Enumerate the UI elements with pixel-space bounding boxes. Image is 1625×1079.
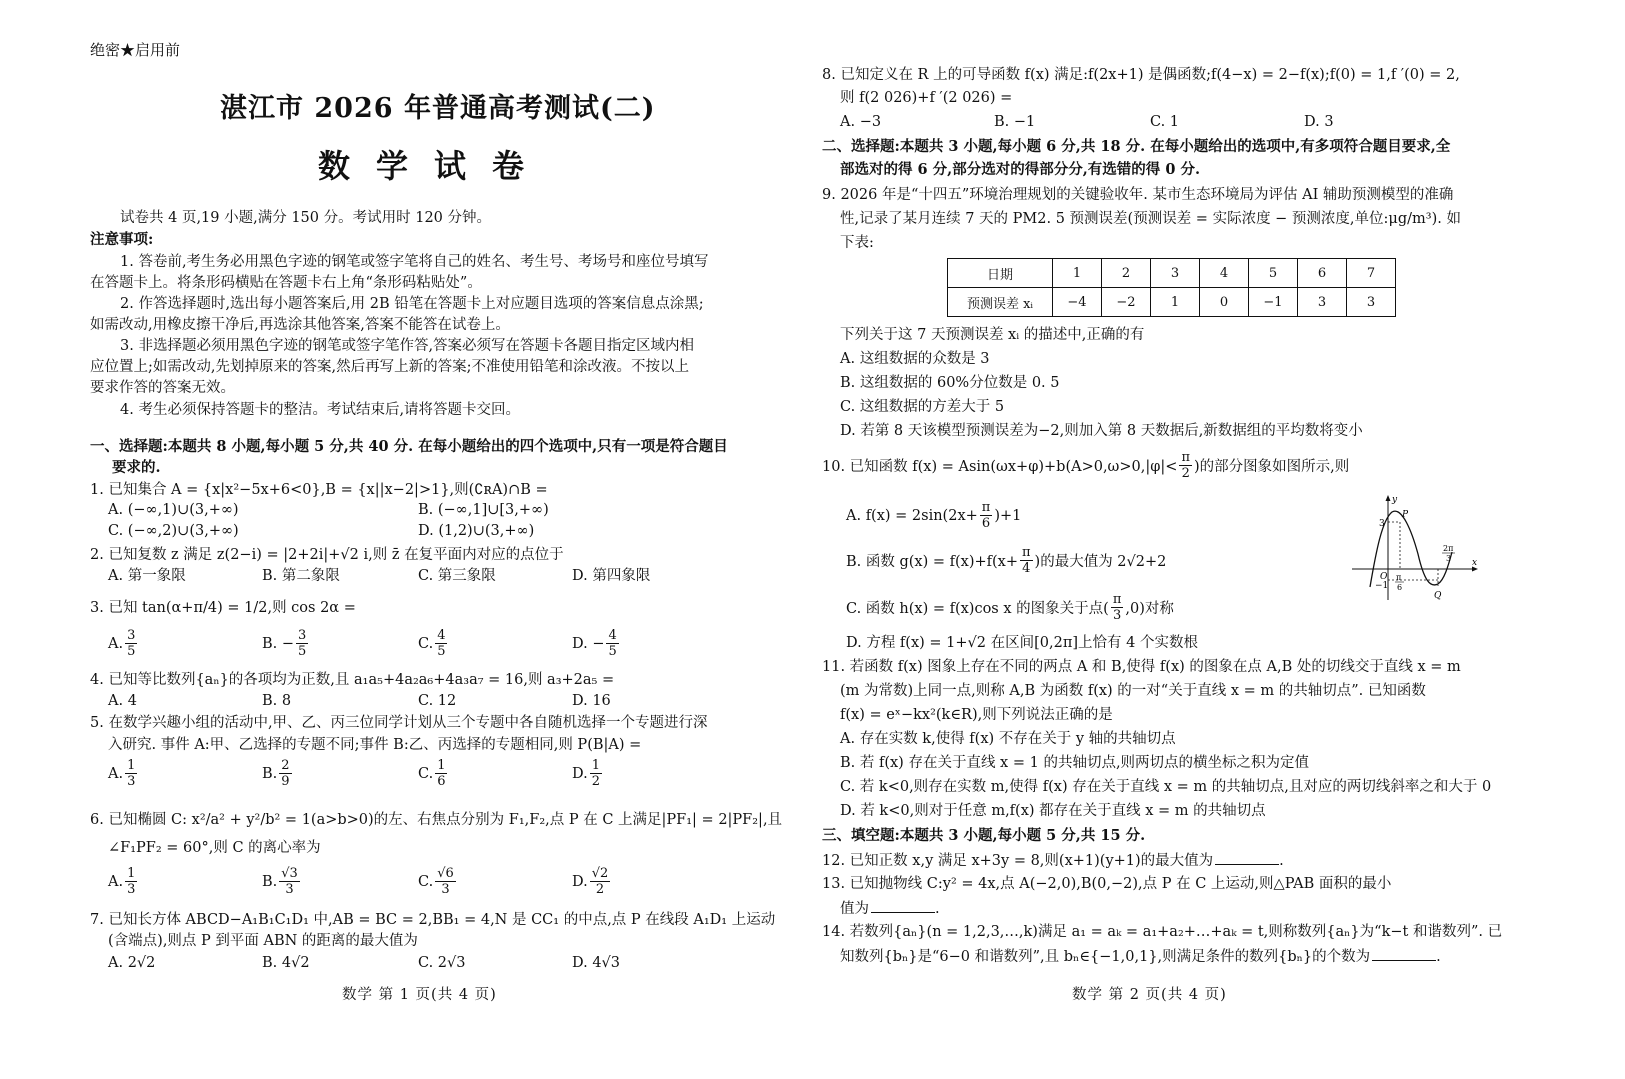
answer-blank[interactable]	[1215, 850, 1279, 865]
q10-stem: 10. 已知函数 f(x) = Asin(ωx+φ)+b(A>0,ω>0,|φ|< $\frac{\pi}{2}$ )的部分图象如图所示,则	[822, 450, 1350, 481]
q6-option-b: B. $\frac{√3}{3}$	[262, 866, 298, 897]
notice-line: 3. 非选择题必须用黑色字迹的钢笔或签字笔作答,答案必须写在答题卡各题目指定区域内相	[120, 338, 695, 354]
table-cell: 2	[1102, 259, 1151, 288]
section2-heading: 二、选择题:本题共 3 小题,每小题 6 分,共 18 分. 在每小题给出的选项中,有多项符合题目要求,全	[822, 138, 1451, 155]
q11-option-c: C. 若 k<0,则存在实数 m,使得 f(x) 存在关于直线 x = m 的共轴切点,且对应的两切线斜率之和大于 0	[840, 779, 1492, 795]
q7-option-d: D. 4√3	[572, 955, 621, 971]
section3-heading: 三、填空题:本题共 3 小题,每小题 5 分,共 15 分.	[822, 827, 1146, 844]
q5-option-c: C. $\frac{1}{6}$	[418, 758, 446, 789]
q3-stem: 3. 已知 tan(α+π/4) = 1/2,则 cos 2α =	[90, 600, 356, 616]
q10-option-a: A. f(x) = 2sin(2x+ $\frac{\pi}{6}$ )+1	[846, 500, 1022, 531]
table-cell: 4	[1200, 259, 1249, 288]
y-tick-label: 3	[1379, 519, 1385, 529]
q13-stem: 13. 已知抛物线 C:y² = 4x,点 A(−2,0),B(0,−2),点 P 在 C 上运动,则△PAB 面积的最小	[822, 876, 1392, 892]
exam-subtitle: 数学试卷	[318, 147, 551, 185]
q6-option-d: D. $\frac{√2}{2}$	[572, 866, 609, 897]
q3-option-d: D. − $\frac{4}{5}$	[572, 628, 617, 659]
table-row	[948, 259, 1396, 288]
notice-line: 在答题卡上。将条形码横贴在答题卡右上角“条形码粘贴处”。	[90, 275, 482, 291]
q9-option-a: A. 这组数据的众数是 3	[840, 351, 990, 367]
q9-stem-cont: 性,记录了某月连续 7 天的 PM2. 5 预测误差(预测误差 = 实际浓度 − 预测浓度,单位:μg/m³). 如	[840, 211, 1461, 227]
q2-option-b: B. 第二象限	[262, 568, 340, 584]
q5-stem: 5. 在数学兴趣小组的活动中,甲、乙、丙三位同学计划从三个专题中各自随机选择一个专题进行深	[90, 715, 708, 731]
right-page	[812, 0, 1625, 1079]
q11-option-a: A. 存在实数 k,使得 f(x) 不存在关于 y 轴的共轴切点	[840, 731, 1176, 747]
table-header-cell: 日期	[948, 259, 1053, 288]
q1-stem: 1. 已知集合 A = {x|x²−5x+6<0},B = {x||x−2|>1},则(∁ʀA)∩B =	[90, 482, 548, 498]
table-cell: −4	[1053, 288, 1102, 317]
notice-line: 应位置上;如需改动,先划掉原来的答案,然后再写上新的答案;不准使用铅笔和涂改液。不按以上	[90, 359, 689, 375]
table-cell: −2	[1102, 288, 1151, 317]
q1-option-a: A. (−∞,1)∪(3,+∞)	[108, 502, 239, 518]
y-tick-label: −1	[1375, 581, 1389, 591]
q1-option-b: B. (−∞,1]∪[3,+∞)	[418, 502, 549, 518]
q7-option-a: A. 2√2	[108, 955, 156, 971]
q1-option-d: D. (1,2)∪(3,+∞)	[418, 523, 535, 539]
exam-title: 湛江市 2026 年普通高考测试(二)	[220, 93, 656, 124]
table-cell: 1	[1151, 288, 1200, 317]
q9-stem: 9. 2026 年是“十四五”环境治理规划的关键验收年. 某市生态环境局为评估 AI 辅助预测模型的准确	[822, 187, 1454, 203]
table-header-cell: 预测误差 xᵢ	[948, 288, 1053, 317]
notice-line: 2. 作答选择题时,选出每小题答案后,用 2B 铅笔在答题卡上对应题目选项的答案信息点涂黑;	[120, 296, 704, 312]
q9-option-d: D. 若第 8 天该模型预测误差为−2,则加入第 8 天数据后,新数据组的平均数将变小	[840, 423, 1363, 439]
q7-option-b: B. 4√2	[262, 955, 310, 971]
point-p-label: P	[1402, 510, 1409, 520]
q10-option-b: B. 函数 g(x) = f(x)+f(x+ $\frac{\pi}{4}$ )的最大值为 2√2+2	[846, 545, 1167, 576]
notice-line: 如需改动,用橡皮擦干净后,再选涂其他答案,答案不能答在试卷上。	[90, 317, 510, 333]
q12-stem: 12. 已知正数 x,y 满足 x+3y = 8,则(x+1)(y+1)的最大值为 .	[822, 850, 1284, 871]
q2-option-c: C. 第三象限	[418, 568, 496, 584]
q5-option-a: A. $\frac{1}{3}$	[108, 758, 136, 789]
q9-error-table	[947, 258, 1396, 317]
q6-stem: 6. 已知椭圆 C: x²/a² + y²/b² = 1(a>b>0)的左、右焦点分别为 F₁,F₂,点 P 在 C 上满足|PF₁| = 2|PF₂|,且	[90, 812, 783, 828]
q4-option-b: B. 8	[262, 693, 292, 709]
answer-blank[interactable]	[871, 898, 935, 913]
q4-stem: 4. 已知等比数列{aₙ}的各项均为正数,且 a₁a₅+4a₂a₆+4a₃a₇ = 16,则 a₃+2a₅ =	[90, 672, 615, 688]
q5-option-b: B. $\frac{2}{9}$	[262, 758, 290, 789]
y-axis-label: y	[1392, 495, 1398, 505]
table-cell: 0	[1200, 288, 1249, 317]
table-cell: 3	[1347, 288, 1396, 317]
q11-stem-cont2: f(x) = eˣ−kx²(k∈R),则下列说法正确的是	[840, 707, 1113, 723]
q11-option-b: B. 若 f(x) 存在关于直线 x = 1 的共轴切点,则两切点的横坐标之积为定值	[840, 755, 1310, 771]
x-tick-denominator: 3	[1446, 554, 1452, 563]
table-cell: 3	[1298, 288, 1347, 317]
page-footer: 数学 第 2 页(共 4 页)	[1072, 987, 1227, 1003]
q3-option-c: C. $\frac{4}{5}$	[418, 628, 446, 659]
notice-line: 1. 答卷前,考生务必用黑色字迹的钢笔或签字笔将自己的姓名、考生号、考场号和座位号填写	[120, 254, 709, 270]
q14-stem-cont: 知数列{bₙ}是“6−0 和谐数列”,且 bₙ∈{−1,0,1},则满足条件的数列{bₙ}的个数为 .	[840, 946, 1441, 967]
q8-stem: 8. 已知定义在 R 上的可导函数 f(x) 满足:f(2x+1) 是偶函数;f(4−x) = 2−f(x);f(0) = 1,f ′(0) = 2,	[822, 67, 1460, 83]
point-q-label: Q	[1434, 591, 1442, 601]
notice-title: 注意事项:	[90, 231, 154, 248]
table-cell: 5	[1249, 259, 1298, 288]
q11-stem-cont: (m 为常数)上同一点,则称 A,B 为函数 f(x) 的一对“关于直线 x = m 的共轴切点”. 已知函数	[840, 683, 1426, 699]
q10-option-c: C. 函数 h(x) = f(x)cos x 的图象关于点( $\frac{\pi}{3}$ ,0)对称	[846, 592, 1174, 623]
left-page	[0, 0, 812, 1079]
q2-option-d: D. 第四象限	[572, 568, 651, 584]
q2-stem: 2. 已知复数 z 满足 z(2−i) = |2+2i|+√2 i,则 z̄ 在复平面内对应的点位于	[90, 547, 564, 563]
q8-option-b: B. −1	[994, 114, 1036, 130]
x-tick-numerator: π	[1396, 573, 1402, 582]
table-row	[948, 288, 1396, 317]
notice-line: 4. 考生必须保持答题卡的整洁。考试结束后,请将答题卡交回。	[120, 402, 521, 418]
table-cell: 3	[1151, 259, 1200, 288]
q13-stem-cont: 值为 .	[840, 898, 940, 919]
q14-stem: 14. 若数列{aₙ}(n = 1,2,3,…,k)满足 a₁ = aₖ = a₁+a₂+…+aₖ = t,则称数列{aₙ}为“k−t 和谐数列”. 已	[822, 924, 1503, 940]
q1-option-c: C. (−∞,2)∪(3,+∞)	[108, 523, 239, 539]
origin-label: O	[1380, 572, 1388, 582]
q7-stem-cont: (含端点),则点 P 到平面 ABN 的距离的最大值为	[108, 933, 418, 949]
confidential-header: 绝密★启用前	[90, 41, 181, 59]
q9-stem-cont2: 下表:	[840, 235, 874, 251]
q3-option-b: B. − $\frac{3}{5}$	[262, 628, 307, 659]
q5-stem-cont: 入研究. 事件 A:甲、乙选择的专题不同;事件 B:乙、丙选择的专题相同,则 P(B|A) =	[108, 737, 642, 753]
answer-blank[interactable]	[1372, 946, 1436, 961]
q6-option-c: C. $\frac{√6}{3}$	[418, 866, 454, 897]
q2-option-a: A. 第一象限	[108, 568, 186, 584]
q10-function-graph	[1352, 492, 1482, 602]
page-footer: 数学 第 1 页(共 4 页)	[342, 987, 497, 1003]
y-axis-arrow	[1386, 495, 1391, 501]
q4-option-c: C. 12	[418, 693, 457, 709]
q4-option-d: D. 16	[572, 693, 611, 709]
q9-option-b: B. 这组数据的 60%分位数是 0. 5	[840, 375, 1060, 391]
q8-option-d: D. 3	[1304, 114, 1334, 130]
q9-question: 下列关于这 7 天预测误差 xᵢ 的描述中,正确的有	[840, 327, 1145, 343]
q9-option-c: C. 这组数据的方差大于 5	[840, 399, 1005, 415]
q11-option-d: D. 若 k<0,则对于任意 m,f(x) 都存在关于直线 x = m 的共轴切点	[840, 803, 1266, 819]
exam-info: 试卷共 4 页,19 小题,满分 150 分。考试用时 120 分钟。	[120, 210, 492, 226]
q8-option-c: C. 1	[1150, 114, 1180, 130]
q3-option-a: A. $\frac{3}{5}$	[108, 628, 136, 659]
q8-option-a: A. −3	[840, 114, 882, 130]
q11-stem: 11. 若函数 f(x) 图象上存在不同的两点 A 和 B,使得 f(x) 的图象在点 A,B 处的切线交于直线 x = m	[822, 659, 1461, 675]
x-axis-label: x	[1472, 558, 1478, 568]
q4-option-a: A. 4	[108, 693, 137, 709]
q7-stem: 7. 已知长方体 ABCD−A₁B₁C₁D₁ 中,AB = BC = 2,BB₁ = 4,N 是 CC₁ 的中点,点 P 在线段 A₁D₁ 上运动	[90, 912, 776, 928]
x-tick-denominator: 6	[1397, 583, 1403, 592]
notice-line: 要求作答的答案无效。	[90, 380, 235, 396]
q10-option-d: D. 方程 f(x) = 1+√2 在区间[0,2π]上恰有 4 个实数根	[846, 635, 1198, 651]
q6-option-a: A. $\frac{1}{3}$	[108, 866, 136, 897]
q5-option-d: D. $\frac{1}{2}$	[572, 758, 600, 789]
section2-heading-cont: 部选对的得 6 分,部分选对的得部分分,有选错的得 0 分.	[840, 161, 1201, 178]
table-cell: −1	[1249, 288, 1298, 317]
table-cell: 6	[1298, 259, 1347, 288]
table-cell: 7	[1347, 259, 1396, 288]
section1-heading: 一、选择题:本题共 8 小题,每小题 5 分,共 40 分. 在每小题给出的四个选项中,只有一项是符合题目	[90, 438, 728, 455]
section1-heading-cont: 要求的.	[112, 459, 161, 476]
table-cell: 1	[1053, 259, 1102, 288]
q7-option-c: C. 2√3	[418, 955, 466, 971]
q6-stem-cont: ∠F₁PF₂ = 60°,则 C 的离心率为	[108, 840, 321, 856]
x-tick-numerator: 2π	[1443, 544, 1454, 553]
q8-stem-cont: 则 f(2 026)+f ′(2 026) =	[840, 90, 1013, 106]
